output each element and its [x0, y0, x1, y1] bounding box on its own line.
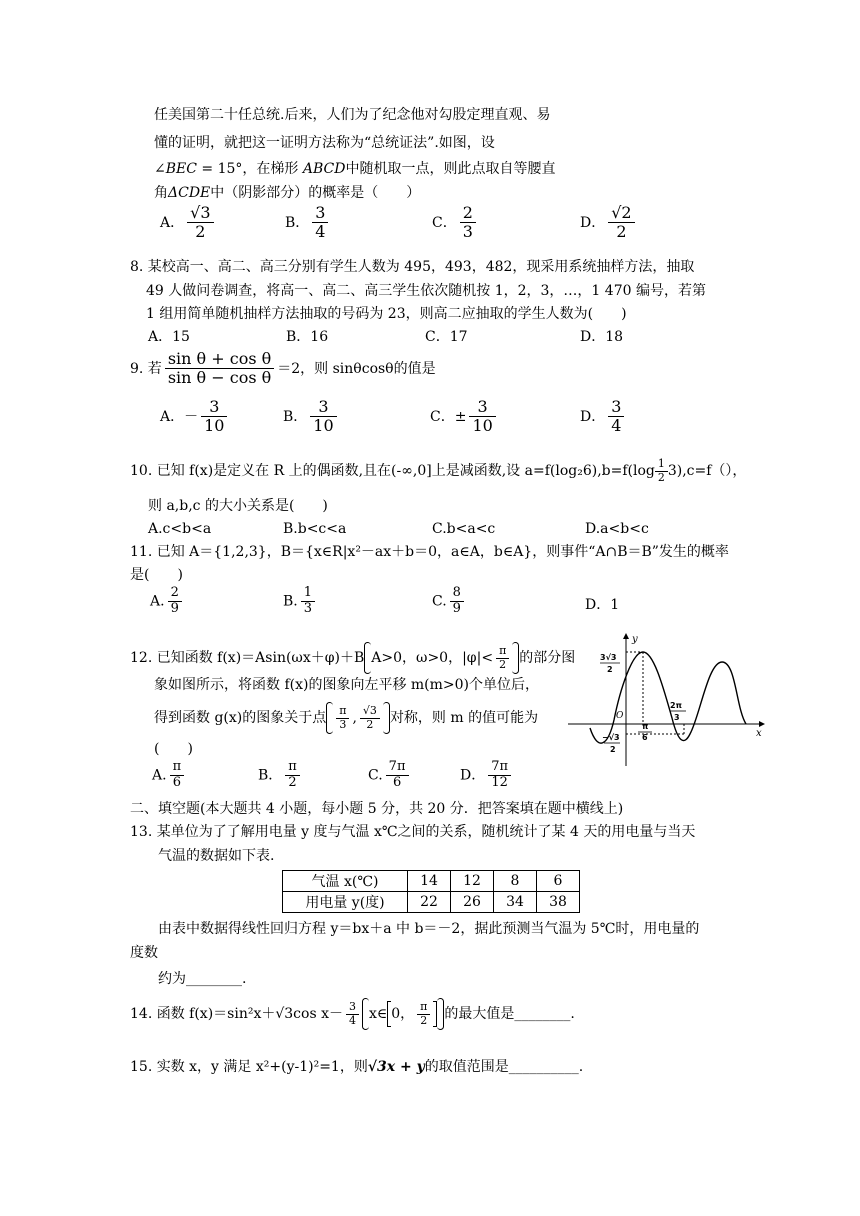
q11-option-d[interactable]: D．1 [585, 597, 620, 613]
q7-line4: 角ΔCDE中（阴影部分）的概率是（ ） [154, 185, 421, 201]
q9-option-a[interactable]: A．－ $\frac{3}{10}$ [160, 398, 230, 436]
table-cell: 用电量 y(度) [283, 892, 408, 913]
ymin-num: −√3 [602, 733, 620, 742]
x-axis-label: x [756, 728, 762, 739]
q9-stem: 9. 若 $\frac{\text{sin θ + cos θ}}{\text{sin θ − cos θ}}$ ＝2，则 sinθcosθ的值是 [130, 349, 436, 388]
table-cell: 14 [408, 871, 451, 892]
q12-option-d[interactable]: D． $\frac{7\pi}{12}$ [460, 760, 514, 791]
q14-stem: 14. 函数 f(x)＝sin²x＋√3cos x－ $\frac{3}{4}$ x∈ 0， $\frac{\pi}{2}$ 的最大值是________. [130, 998, 575, 1030]
table-row [283, 871, 580, 892]
x1-num: π [642, 722, 649, 731]
q12-sine-graph [560, 630, 772, 768]
section2-heading: 二、填空题(本大题共 4 小题，每小题 5 分，共 20 分．把答案填在题中横线上) [130, 801, 624, 817]
q13-line3: 由表中数据得线性回归方程 y＝bx＋a 中 b＝－2，据此预测当气温为 5℃时，用电量的 [158, 921, 700, 937]
q9-option-d[interactable]: D． $\frac{3}{4}$ [580, 398, 627, 436]
q7-option-b[interactable]: B． $\frac{3}{4}$ [285, 204, 331, 242]
q7-line2: 懂的证明，就把这一证明方法称为“总统证法”.如图，设 [154, 135, 495, 151]
q9-option-c[interactable]: C．± $\frac{3}{10}$ [430, 398, 499, 436]
x2-num: 2π [670, 701, 682, 710]
q10-option-a[interactable]: A.c<b<a [148, 521, 212, 537]
table-cell: 38 [537, 892, 580, 913]
q10-option-b[interactable]: B.b<c<a [283, 521, 347, 537]
q10-line2: 则 a,b,c 的大小关系是( ) [148, 498, 328, 514]
table-row [283, 892, 580, 913]
ymax-den: 2 [607, 665, 613, 674]
q8-line2: 49 人做问卷调查，将高一、高二、高三学生依次随机按 1，2，3，…，1 470 编号，若第 [146, 283, 706, 299]
q7-option-c[interactable]: C． $\frac{2}{3}$ [432, 204, 479, 242]
y-axis-label: y [632, 634, 638, 645]
table-cell: 6 [537, 871, 580, 892]
q12-line3: 得到函数 g(x)的图象关于点 $\frac{\pi}{3}$ , $\frac{√3}{2}$ 对称，则 m 的值可能为 [154, 702, 538, 734]
table-cell: 12 [451, 871, 494, 892]
q12-line2: 象如图所示，将函数 f(x)的图象向左平移 m(m>0)个单位后， [154, 677, 540, 693]
q8-option-b[interactable]: B．16 [286, 329, 329, 345]
q15-stem: 15. 实数 x，y 满足 x²+(y-1)²=1，则√3x + y的取值范围是__________. [130, 1059, 584, 1075]
q8-option-d[interactable]: D．18 [580, 329, 624, 345]
x1-den: 6 [642, 733, 648, 742]
q13-line4: 度数 [130, 945, 158, 961]
table-cell: 26 [451, 892, 494, 913]
q13-answer-line[interactable]: 约为________. [158, 971, 247, 987]
table-cell: 气温 x(℃) [283, 871, 408, 892]
q9-option-b[interactable]: B． $\frac{3}{10}$ [283, 398, 340, 436]
q13-line1: 13. 某单位为了了解用电量 y 度与气温 x℃之间的关系，随机统计了某 4 天的用电量与当天 [130, 824, 696, 840]
q8-line3: 1 组用简单随机抽样方法抽取的号码为 23，则高二应抽取的学生人数为( ) [146, 306, 627, 322]
q10-option-d[interactable]: D.a<b<c [585, 521, 649, 537]
x2-den: 3 [674, 713, 680, 722]
q8-option-c[interactable]: C．17 [425, 329, 468, 345]
origin-label: O [616, 711, 624, 721]
q12-option-b[interactable]: B． $\frac{\pi}{2}$ [258, 760, 303, 791]
q7-line1: 任美国第二十任总统.后来，人们为了纪念他对勾股定理直观、易 [154, 107, 551, 123]
table-cell: 34 [494, 892, 537, 913]
q7-line3: ∠BEC = 15°，在梯形 ABCD中随机取一点，则此点取自等腰直 [154, 161, 556, 177]
q11-option-b[interactable]: B. $\frac{1}{3}$ [283, 586, 318, 617]
q10-line1: 10. 已知 f(x)是定义在 R 上的偶函数,且在(-∞,0]上是减函数,设 a=f(log₂6),b=f(log $\frac{1}{2}$ 3),c=f（）， [130, 457, 747, 484]
q12-line1: 12. 已知函数 f(x)＝Asin(ωx＋φ)＋B A>0，ω>0，|φ|< $\frac{\pi}{2}$ 的部分图 [130, 642, 575, 674]
table-cell: 8 [494, 871, 537, 892]
q7-option-a[interactable]: A． $\frac{√3}{2}$ [160, 204, 217, 242]
q11-option-c[interactable]: C. $\frac{8}{9}$ [432, 586, 467, 617]
q12-line4: ( ) [154, 741, 193, 757]
q7-option-d[interactable]: D． $\frac{√2}{2}$ [580, 204, 638, 242]
q13-line2: 气温的数据如下表. [158, 848, 275, 864]
q8-option-a[interactable]: A．15 [148, 329, 190, 345]
q10-option-c[interactable]: C.b<a<c [432, 521, 496, 537]
table-cell: 22 [408, 892, 451, 913]
ymax-num: 3√3 [600, 653, 617, 662]
sine-curve [590, 652, 746, 743]
q12-option-a[interactable]: A. $\frac{\pi}{6}$ [152, 760, 187, 791]
q13-table [282, 870, 580, 913]
q8-line1: 8. 某校高一、高二、高三分别有学生人数为 495，493，482，现采用系统抽样方法，抽取 [130, 259, 695, 275]
q11-line2: 是( ) [130, 567, 183, 583]
q12-option-c[interactable]: C. $\frac{7\pi}{6}$ [368, 760, 412, 791]
q11-line1: 11. 已知 A＝{1,2,3}，B＝{x∈R|x²－ax＋b＝0，a∈A，b∈A}，则事件“A∩B＝B”发生的概率 [130, 544, 729, 560]
q11-option-a[interactable]: A. $\frac{2}{9}$ [150, 586, 185, 617]
ymin-den: 2 [610, 745, 616, 754]
